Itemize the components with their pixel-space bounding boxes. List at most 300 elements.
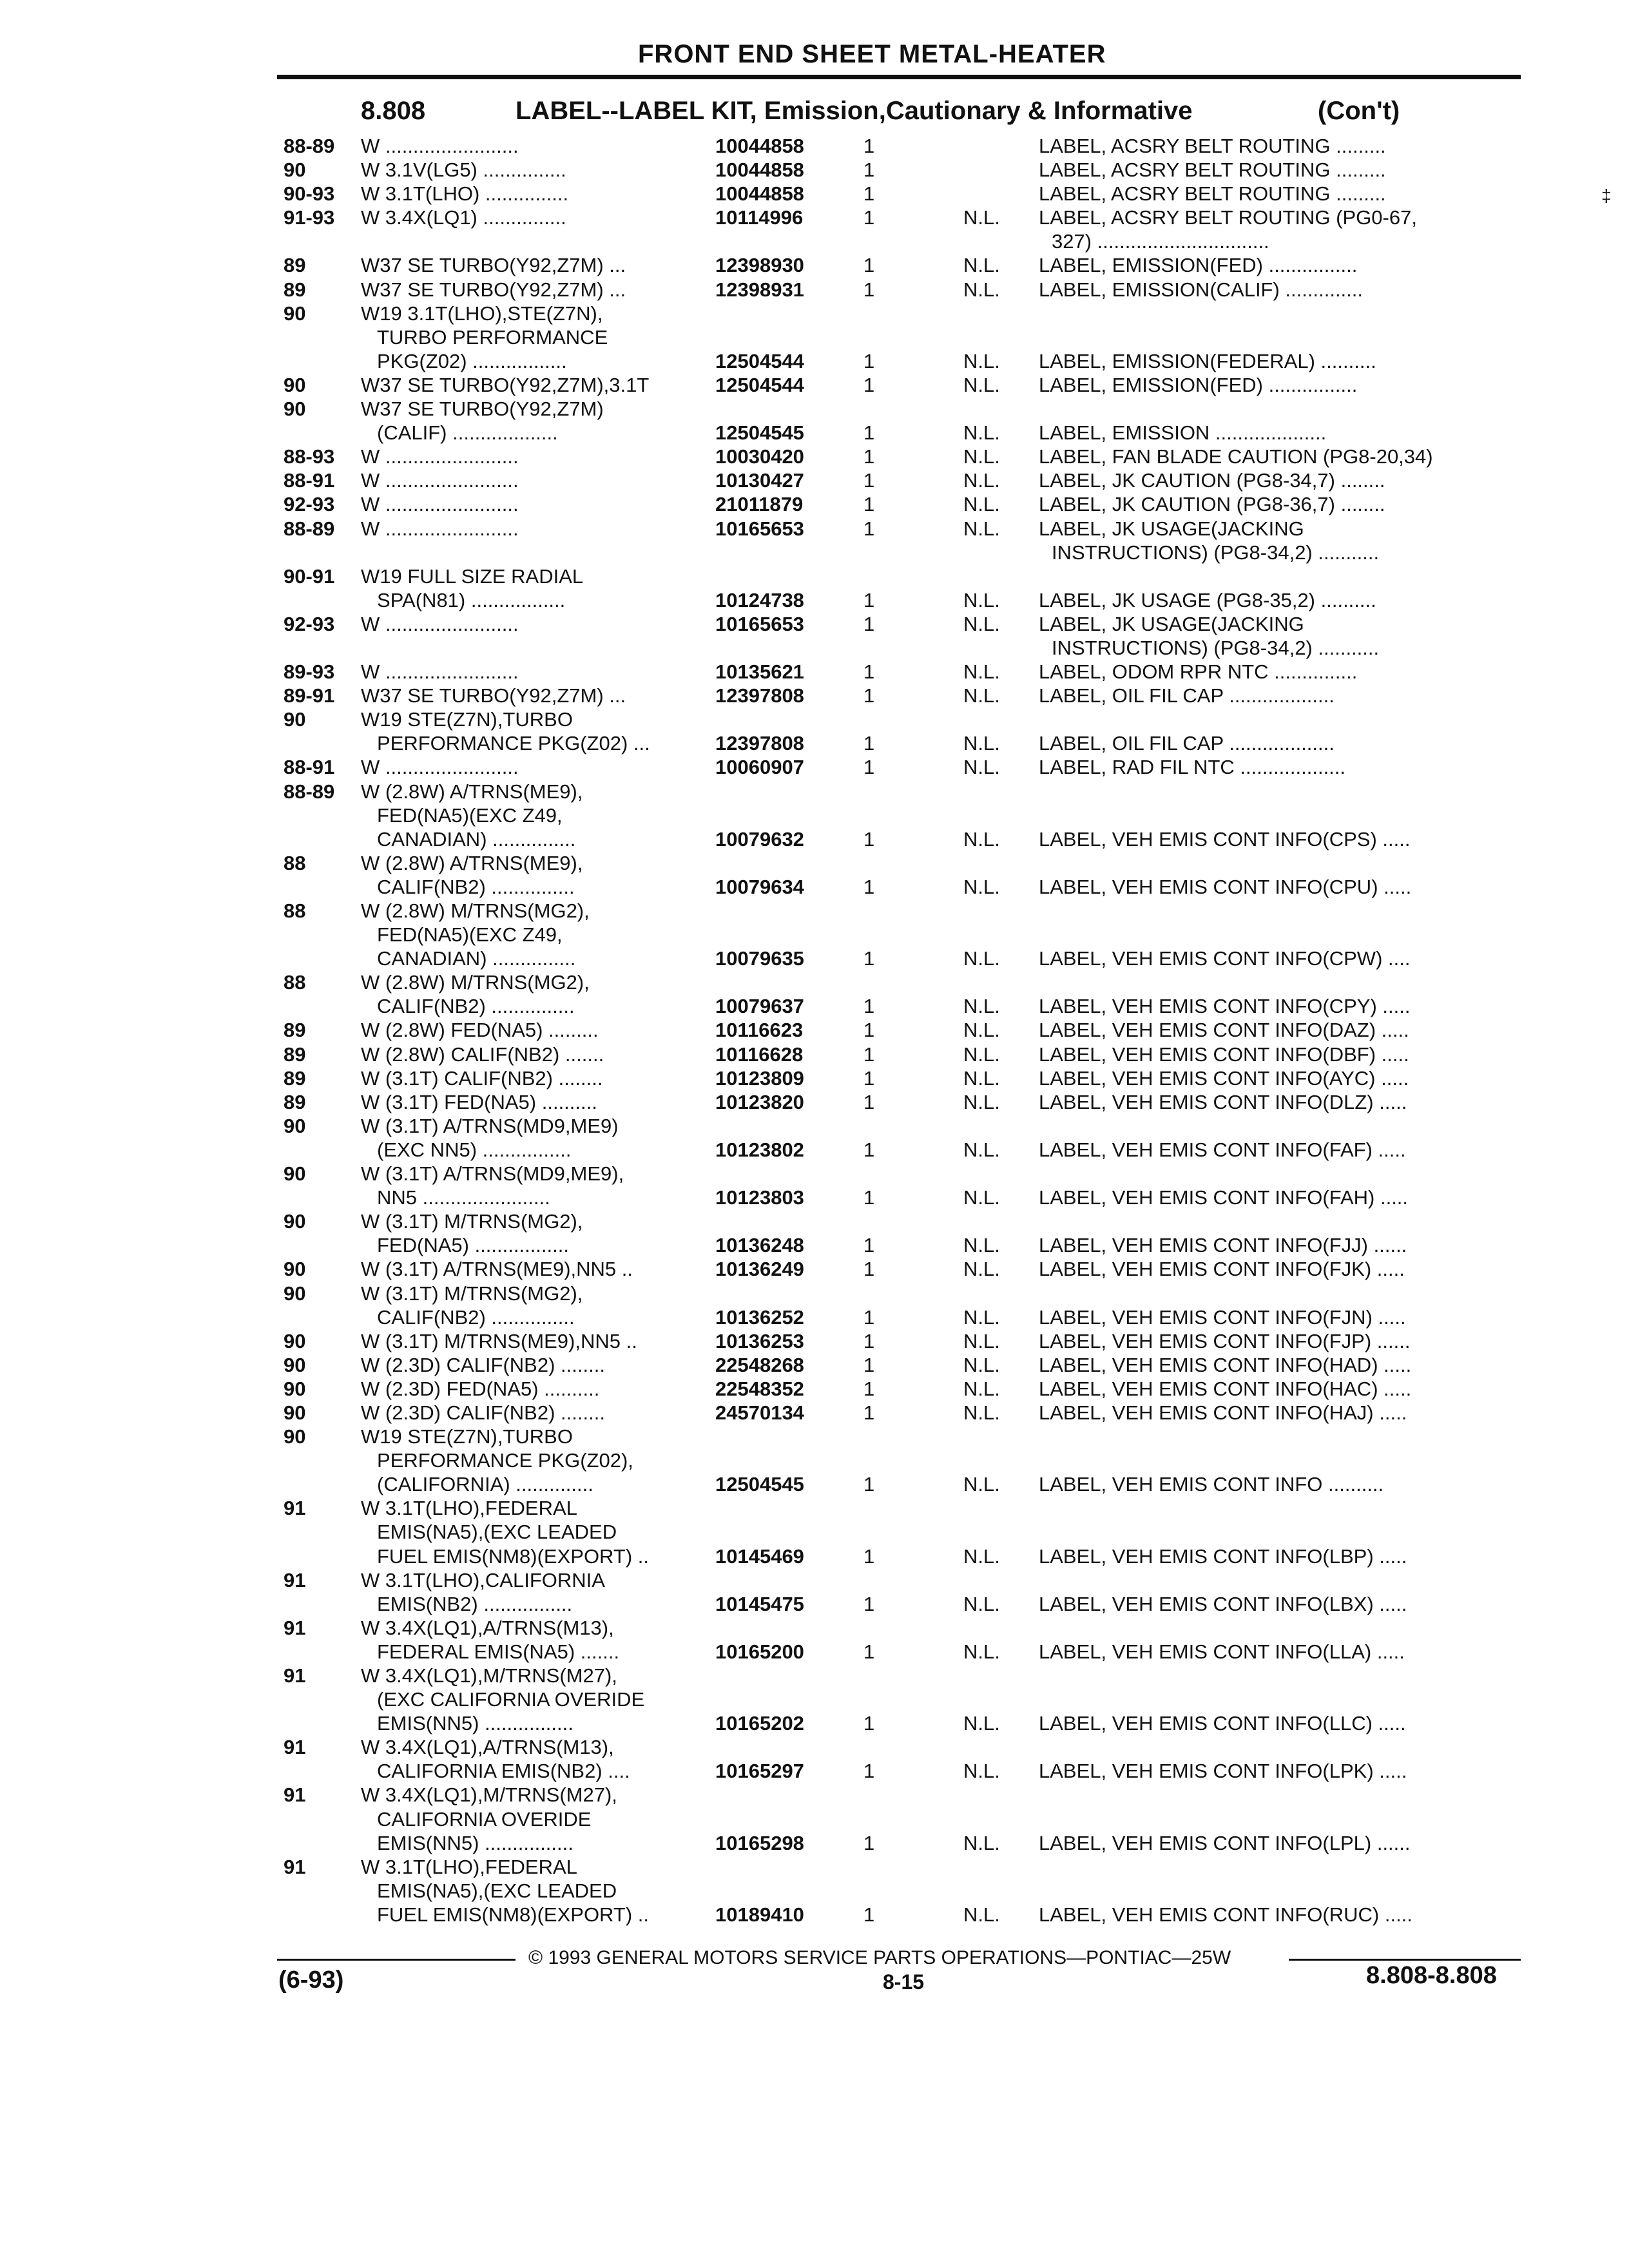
part-name: LABEL, VEH EMIS CONT INFO .......... xyxy=(1039,1473,1384,1496)
application-description: W 3.4X(LQ1),A/TRNS(M13), xyxy=(361,1736,614,1759)
application-description: W ........................ xyxy=(361,517,519,540)
application-description: W (3.1T) A/TRNS(MD9,ME9), xyxy=(361,1162,624,1186)
application-description: FEDERAL EMIS(NA5) ....... xyxy=(377,1640,620,1663)
application-description: W19 3.1T(LHO),STE(Z7N), xyxy=(361,302,603,325)
quantity: 1 xyxy=(863,1401,875,1424)
not-listed-flag: N.L. xyxy=(963,1544,1000,1568)
application-description: PERFORMANCE PKG(Z02), xyxy=(377,1449,633,1472)
part-name: LABEL, EMISSION(FED) ................ xyxy=(1039,373,1358,396)
quantity: 1 xyxy=(863,1712,875,1735)
application-description: W37 SE TURBO(Y92,Z7M),3.1T xyxy=(361,373,650,396)
part-number: 10060907 xyxy=(715,756,804,779)
application-description: EMIS(NA5),(EXC LEADED xyxy=(377,1879,617,1902)
model-year: 90 xyxy=(284,1258,306,1281)
part-name: LABEL, VEH EMIS CONT INFO(CPW) .... xyxy=(1039,947,1411,970)
part-name: LABEL, VEH EMIS CONT INFO(RUC) ..... xyxy=(1039,1903,1412,1926)
footer-rule-left xyxy=(277,1959,516,1961)
table-row xyxy=(0,1066,1629,1090)
table-row xyxy=(0,1735,1629,1759)
table-row xyxy=(0,1090,1629,1114)
application-description: W 3.4X(LQ1),M/TRNS(M27), xyxy=(361,1664,617,1687)
quantity: 1 xyxy=(863,1353,875,1376)
application-description: W ........................ xyxy=(361,135,519,157)
quantity: 1 xyxy=(863,517,875,540)
part-name: LABEL, VEH EMIS CONT INFO(DBF) ..... xyxy=(1039,1043,1409,1066)
quantity: 1 xyxy=(863,1305,875,1329)
part-name: LABEL, JK CAUTION (PG8-34,7) ........ xyxy=(1039,469,1385,492)
application-description: EMIS(NN5) ................ xyxy=(377,1712,574,1735)
model-year: 91-93 xyxy=(284,206,335,229)
not-listed-flag: N.L. xyxy=(963,1066,1000,1090)
table-row xyxy=(0,1783,1629,1807)
application-description: W37 SE TURBO(Y92,Z7M) ... xyxy=(361,684,626,707)
table-row xyxy=(0,158,1629,182)
model-year: 88 xyxy=(284,899,306,922)
table-row xyxy=(0,468,1629,492)
application-description: TURBO PERFORMANCE xyxy=(377,325,608,349)
not-listed-flag: N.L. xyxy=(963,1138,1000,1161)
part-name: LABEL, FAN BLADE CAUTION (PG8-20,34) xyxy=(1039,445,1433,468)
application-description: W (2.8W) M/TRNS(MG2), xyxy=(361,971,590,994)
application-description: W (2.8W) CALIF(NB2) ....... xyxy=(361,1043,604,1066)
table-row xyxy=(0,253,1629,277)
part-number: 10165653 xyxy=(715,517,804,540)
footer-page-number: 8-15 xyxy=(883,1970,925,1994)
part-name: LABEL, JK CAUTION (PG8-36,7) ........ xyxy=(1039,493,1385,516)
not-listed-flag: N.L. xyxy=(963,373,1000,396)
part-name: LABEL, VEH EMIS CONT INFO(FJN) ..... xyxy=(1039,1305,1406,1329)
application-description: W (2.8W) M/TRNS(MG2), xyxy=(361,899,590,922)
part-name: LABEL, VEH EMIS CONT INFO(CPS) ..... xyxy=(1039,827,1411,850)
part-number: 10124738 xyxy=(715,588,804,611)
application-description: W (3.1T) M/TRNS(MG2), xyxy=(361,1210,583,1233)
application-description: W19 STE(Z7N),TURBO xyxy=(361,1425,573,1448)
table-row xyxy=(0,1257,1629,1281)
not-listed-flag: N.L. xyxy=(963,1473,1000,1496)
part-name: LABEL, VEH EMIS CONT INFO(FJJ) ...... xyxy=(1039,1234,1407,1257)
model-year: 90 xyxy=(284,1282,306,1305)
application-description: NN5 ....................... xyxy=(377,1186,550,1209)
table-row xyxy=(0,923,1629,947)
not-listed-flag: N.L. xyxy=(963,995,1000,1018)
not-listed-flag: N.L. xyxy=(963,588,1000,611)
part-number: 12504545 xyxy=(715,1473,804,1496)
application-description: W (2.8W) FED(NA5) ......... xyxy=(361,1019,599,1042)
application-description: CALIF(NB2) ............... xyxy=(377,1305,575,1329)
part-number: 12504544 xyxy=(715,349,804,372)
application-description: W ........................ xyxy=(361,660,519,684)
table-row xyxy=(0,182,1629,206)
quantity: 1 xyxy=(863,995,875,1018)
table-row xyxy=(0,1855,1629,1879)
not-listed-flag: N.L. xyxy=(963,1712,1000,1735)
application-description: W (2.3D) CALIF(NB2) ........ xyxy=(361,1353,605,1376)
part-name: LABEL, VEH EMIS CONT INFO(LBP) ..... xyxy=(1039,1544,1407,1568)
table-row xyxy=(0,1544,1629,1568)
part-number: 10165653 xyxy=(715,612,804,635)
table-row xyxy=(0,1687,1629,1711)
not-listed-flag: N.L. xyxy=(963,1401,1000,1424)
part-name: LABEL, VEH EMIS CONT INFO(HAJ) ..... xyxy=(1039,1401,1407,1424)
part-name: LABEL, ACSRY BELT ROUTING (PG0-67, xyxy=(1039,206,1417,229)
application-description: FUEL EMIS(NM8)(EXPORT) .. xyxy=(377,1544,649,1568)
part-number: 10136248 xyxy=(715,1234,804,1257)
part-name: LABEL, VEH EMIS CONT INFO(FJP) ...... xyxy=(1039,1329,1411,1352)
table-row xyxy=(0,1759,1629,1783)
not-listed-flag: N.L. xyxy=(963,517,1000,540)
part-name: LABEL, VEH EMIS CONT INFO(DLZ) ..... xyxy=(1039,1090,1407,1113)
application-description: W ........................ xyxy=(361,756,519,779)
model-year: 90-93 xyxy=(284,182,335,206)
application-description: W (3.1T) CALIF(NB2) ........ xyxy=(361,1066,603,1090)
header-rule xyxy=(277,75,1521,79)
table-row xyxy=(0,994,1629,1018)
part-number: 10044858 xyxy=(715,159,804,182)
part-name: LABEL, VEH EMIS CONT INFO(AYC) ..... xyxy=(1039,1066,1409,1090)
table-row xyxy=(0,229,1629,253)
part-number: 12398931 xyxy=(715,278,804,301)
table-row xyxy=(0,660,1629,684)
model-year: 90 xyxy=(284,1425,306,1448)
application-description: W ........................ xyxy=(361,469,519,492)
not-listed-flag: N.L. xyxy=(963,1592,1000,1615)
model-year: 90 xyxy=(284,1353,306,1376)
table-row xyxy=(0,612,1629,636)
application-description: CALIF(NB2) ............... xyxy=(377,875,575,898)
part-number: 10079634 xyxy=(715,875,804,898)
part-name: LABEL, VEH EMIS CONT INFO(DAZ) ..... xyxy=(1039,1019,1409,1042)
not-listed-flag: N.L. xyxy=(963,421,1000,445)
table-row xyxy=(0,1018,1629,1042)
part-number: 10189410 xyxy=(715,1903,804,1926)
quantity: 1 xyxy=(863,1066,875,1090)
application-description: W (3.1T) M/TRNS(MG2), xyxy=(361,1282,583,1305)
application-description: SPA(N81) ................. xyxy=(377,588,566,611)
quantity: 1 xyxy=(863,182,875,206)
part-number: 10079632 xyxy=(715,827,804,850)
part-name: LABEL, VEH EMIS CONT INFO(HAC) ..... xyxy=(1039,1377,1412,1400)
model-year: 90-91 xyxy=(284,564,335,588)
model-year: 88-89 xyxy=(284,780,335,803)
application-description: W 3.4X(LQ1),A/TRNS(M13), xyxy=(361,1616,614,1639)
page-header-title: FRONT END SHEET METAL-HEATER xyxy=(638,40,1106,68)
not-listed-flag: N.L. xyxy=(963,1377,1000,1400)
application-description: PKG(Z02) ................. xyxy=(377,349,567,372)
application-description: (EXC NN5) ................ xyxy=(377,1138,572,1161)
part-name: LABEL, VEH EMIS CONT INFO(LPK) ..... xyxy=(1039,1760,1407,1783)
part-number: 10114996 xyxy=(715,206,804,229)
table-row xyxy=(0,1162,1629,1186)
model-year: 88-89 xyxy=(284,517,335,540)
part-name: LABEL, ODOM RPR NTC ............... xyxy=(1039,660,1358,684)
quantity: 1 xyxy=(863,1473,875,1496)
part-number: 12397808 xyxy=(715,684,804,707)
quantity: 1 xyxy=(863,1234,875,1257)
footer-copyright: © 1993 GENERAL MOTORS SERVICE PARTS OPERATIONS—PONTIAC—25W xyxy=(528,1947,1231,1968)
model-year: 88 xyxy=(284,851,306,874)
not-listed-flag: N.L. xyxy=(963,1305,1000,1329)
quantity: 1 xyxy=(863,1090,875,1113)
part-name: INSTRUCTIONS) (PG8-34,2) ........... xyxy=(1052,636,1380,659)
application-description: W (3.1T) A/TRNS(MD9,ME9) xyxy=(361,1114,619,1137)
table-row xyxy=(0,349,1629,373)
model-year: 91 xyxy=(284,1568,306,1591)
table-row xyxy=(0,541,1629,564)
quantity: 1 xyxy=(863,373,875,396)
model-year: 89-91 xyxy=(284,684,335,707)
model-year: 90 xyxy=(284,1329,306,1352)
not-listed-flag: N.L. xyxy=(963,684,1000,707)
not-listed-flag: N.L. xyxy=(963,493,1000,516)
footer-date: (6-93) xyxy=(278,1966,344,1994)
table-row xyxy=(0,947,1629,970)
not-listed-flag: N.L. xyxy=(963,1258,1000,1281)
table-row xyxy=(0,875,1629,899)
part-number: 10165298 xyxy=(715,1831,804,1854)
part-number: 10044858 xyxy=(715,135,804,157)
quantity: 1 xyxy=(863,947,875,970)
part-number: 10165297 xyxy=(715,1760,804,1783)
quantity: 1 xyxy=(863,1760,875,1783)
part-number: 10145475 xyxy=(715,1592,804,1615)
part-name: LABEL, ACSRY BELT ROUTING ......... xyxy=(1039,159,1386,182)
model-year: 90 xyxy=(284,1401,306,1424)
application-description: EMIS(NA5),(EXC LEADED xyxy=(377,1521,617,1544)
table-row xyxy=(0,134,1629,158)
table-row xyxy=(0,1520,1629,1544)
model-year: 90 xyxy=(284,373,306,396)
model-year: 89 xyxy=(284,1090,306,1113)
application-description: W (2.3D) FED(NA5) .......... xyxy=(361,1377,600,1400)
part-name: LABEL, EMISSION(CALIF) .............. xyxy=(1039,278,1364,301)
model-year: 90 xyxy=(284,159,306,182)
table-row xyxy=(0,1711,1629,1735)
application-description: W37 SE TURBO(Y92,Z7M) ... xyxy=(361,254,626,277)
model-year: 92-93 xyxy=(284,493,335,516)
part-number: 12397808 xyxy=(715,732,804,755)
table-row xyxy=(0,1353,1629,1377)
part-number: 10044858 xyxy=(715,182,804,206)
application-description: CANADIAN) ............... xyxy=(377,947,576,970)
application-description: W (3.1T) FED(NA5) .......... xyxy=(361,1090,597,1113)
part-number: 10116628 xyxy=(715,1043,804,1066)
quantity: 1 xyxy=(863,875,875,898)
table-row xyxy=(0,684,1629,707)
not-listed-flag: N.L. xyxy=(963,756,1000,779)
part-name: LABEL, ACSRY BELT ROUTING ......... xyxy=(1039,182,1386,206)
quantity: 1 xyxy=(863,1019,875,1042)
part-number: 12504545 xyxy=(715,421,804,445)
part-name: LABEL, VEH EMIS CONT INFO(FAF) ..... xyxy=(1039,1138,1406,1161)
table-row xyxy=(0,1831,1629,1855)
table-row xyxy=(0,731,1629,755)
quantity: 1 xyxy=(863,1903,875,1926)
part-number: 21011879 xyxy=(715,493,804,516)
application-description: W 3.1T(LHO),FEDERAL xyxy=(361,1497,577,1520)
table-row xyxy=(0,1282,1629,1305)
model-year: 88-89 xyxy=(284,135,335,157)
quantity: 1 xyxy=(863,1043,875,1066)
part-name: LABEL, JK USAGE(JACKING xyxy=(1039,612,1304,635)
table-row xyxy=(0,803,1629,827)
application-description: W ........................ xyxy=(361,493,519,516)
model-year: 90 xyxy=(284,398,306,421)
quantity: 1 xyxy=(863,1186,875,1209)
table-row xyxy=(0,1377,1629,1401)
part-name: LABEL, VEH EMIS CONT INFO(LBX) ..... xyxy=(1039,1592,1407,1615)
table-row xyxy=(0,1616,1629,1640)
part-number: 10135621 xyxy=(715,660,804,684)
model-year: 92-93 xyxy=(284,612,335,635)
quantity: 1 xyxy=(863,1377,875,1400)
quantity: 1 xyxy=(863,206,875,229)
quantity: 1 xyxy=(863,827,875,850)
not-listed-flag: N.L. xyxy=(963,1019,1000,1042)
not-listed-flag: N.L. xyxy=(963,1090,1000,1113)
part-number: 10145469 xyxy=(715,1544,804,1568)
part-number: 10079637 xyxy=(715,995,804,1018)
model-year: 88-93 xyxy=(284,445,335,468)
quantity: 1 xyxy=(863,1831,875,1854)
model-year: 89 xyxy=(284,1043,306,1066)
table-row xyxy=(0,707,1629,731)
part-number: 12504544 xyxy=(715,373,804,396)
quantity: 1 xyxy=(863,469,875,492)
model-year: 90 xyxy=(284,1162,306,1186)
part-number: 10079635 xyxy=(715,947,804,970)
part-name: INSTRUCTIONS) (PG8-34,2) ........... xyxy=(1052,541,1380,564)
part-name: 327) ............................... xyxy=(1052,230,1269,253)
quantity: 1 xyxy=(863,1640,875,1663)
table-row xyxy=(0,564,1629,588)
application-description: W37 SE TURBO(Y92,Z7M) ... xyxy=(361,278,626,301)
quantity: 1 xyxy=(863,135,875,157)
table-row xyxy=(0,899,1629,923)
application-description: W 3.1T(LHO) ............... xyxy=(361,182,569,206)
section-continued: (Con't) xyxy=(1318,97,1400,125)
not-listed-flag: N.L. xyxy=(963,1640,1000,1663)
table-row xyxy=(0,755,1629,779)
table-row xyxy=(0,1305,1629,1329)
table-row xyxy=(0,1401,1629,1425)
not-listed-flag: N.L. xyxy=(963,1234,1000,1257)
part-name: LABEL, OIL FIL CAP ................... xyxy=(1039,684,1335,707)
model-year: 90 xyxy=(284,1377,306,1400)
quantity: 1 xyxy=(863,493,875,516)
quantity: 1 xyxy=(863,756,875,779)
part-name: LABEL, JK USAGE(JACKING xyxy=(1039,517,1304,540)
part-number: 10123802 xyxy=(715,1138,804,1161)
table-row xyxy=(0,1568,1629,1592)
table-row xyxy=(0,445,1629,468)
application-description: W 3.1T(LHO),FEDERAL xyxy=(361,1855,577,1878)
not-listed-flag: N.L. xyxy=(963,1903,1000,1926)
quantity: 1 xyxy=(863,612,875,635)
table-row xyxy=(0,278,1629,302)
table-row xyxy=(0,1879,1629,1903)
footer-section-range: 8.808-8.808 xyxy=(1366,1962,1497,1989)
model-year: 89 xyxy=(284,254,306,277)
quantity: 1 xyxy=(863,1592,875,1615)
model-year: 90 xyxy=(284,708,306,731)
application-description: W 3.4X(LQ1) ............... xyxy=(361,206,566,229)
application-description: W37 SE TURBO(Y92,Z7M) xyxy=(361,398,604,421)
part-number: 10165202 xyxy=(715,1712,804,1735)
table-row xyxy=(0,1592,1629,1616)
part-name: LABEL, JK USAGE (PG8-35,2) .......... xyxy=(1039,588,1376,611)
part-number: 10123803 xyxy=(715,1186,804,1209)
table-row xyxy=(0,517,1629,541)
part-number: 10136253 xyxy=(715,1329,804,1352)
margin-mark: ‡ xyxy=(1601,186,1612,206)
model-year: 88-91 xyxy=(284,756,335,779)
model-year: 89-93 xyxy=(284,660,335,684)
not-listed-flag: N.L. xyxy=(963,445,1000,468)
table-row xyxy=(0,325,1629,349)
table-row xyxy=(0,492,1629,516)
part-name: LABEL, ACSRY BELT ROUTING ......... xyxy=(1039,135,1386,157)
quantity: 1 xyxy=(863,445,875,468)
application-description: EMIS(NN5) ................ xyxy=(377,1831,574,1854)
application-description: PERFORMANCE PKG(Z02) ... xyxy=(377,732,650,755)
not-listed-flag: N.L. xyxy=(963,349,1000,372)
application-description: W 3.1V(LG5) ............... xyxy=(361,159,566,182)
table-row xyxy=(0,827,1629,851)
not-listed-flag: N.L. xyxy=(963,1186,1000,1209)
table-row xyxy=(0,1425,1629,1448)
table-row xyxy=(0,1186,1629,1209)
part-number: 22548352 xyxy=(715,1377,804,1400)
part-name: LABEL, VEH EMIS CONT INFO(FJK) ..... xyxy=(1039,1258,1405,1281)
not-listed-flag: N.L. xyxy=(963,1043,1000,1066)
part-number: 10116623 xyxy=(715,1019,804,1042)
model-year: 91 xyxy=(284,1616,306,1639)
not-listed-flag: N.L. xyxy=(963,206,1000,229)
table-row xyxy=(0,397,1629,421)
model-year: 89 xyxy=(284,1019,306,1042)
not-listed-flag: N.L. xyxy=(963,875,1000,898)
table-row xyxy=(0,373,1629,397)
not-listed-flag: N.L. xyxy=(963,254,1000,277)
table-row xyxy=(0,302,1629,325)
quantity: 1 xyxy=(863,588,875,611)
not-listed-flag: N.L. xyxy=(963,1831,1000,1854)
table-row xyxy=(0,636,1629,660)
table-row xyxy=(0,206,1629,229)
part-name: LABEL, VEH EMIS CONT INFO(LLA) ..... xyxy=(1039,1640,1405,1663)
table-row xyxy=(0,588,1629,612)
part-name: LABEL, OIL FIL CAP ................... xyxy=(1039,732,1335,755)
application-description: (CALIF) ................... xyxy=(377,421,558,445)
quantity: 1 xyxy=(863,349,875,372)
not-listed-flag: N.L. xyxy=(963,278,1000,301)
application-description: W (2.3D) CALIF(NB2) ........ xyxy=(361,1401,605,1424)
part-name: LABEL, EMISSION(FEDERAL) .......... xyxy=(1039,349,1376,372)
section-number: 8.808 xyxy=(361,97,426,125)
part-number: 24570134 xyxy=(715,1401,804,1424)
application-description: FUEL EMIS(NM8)(EXPORT) .. xyxy=(377,1903,649,1926)
application-description: W ........................ xyxy=(361,445,519,468)
application-description: CANADIAN) ............... xyxy=(377,827,576,850)
part-name: LABEL, VEH EMIS CONT INFO(CPU) ..... xyxy=(1039,875,1412,898)
application-description: CALIFORNIA OVERIDE xyxy=(377,1807,592,1831)
model-year: 88 xyxy=(284,971,306,994)
table-row xyxy=(0,1448,1629,1472)
application-description: W 3.1T(LHO),CALIFORNIA xyxy=(361,1568,605,1591)
part-name: LABEL, VEH EMIS CONT INFO(FAH) ..... xyxy=(1039,1186,1409,1209)
quantity: 1 xyxy=(863,1544,875,1568)
table-row xyxy=(0,1329,1629,1353)
